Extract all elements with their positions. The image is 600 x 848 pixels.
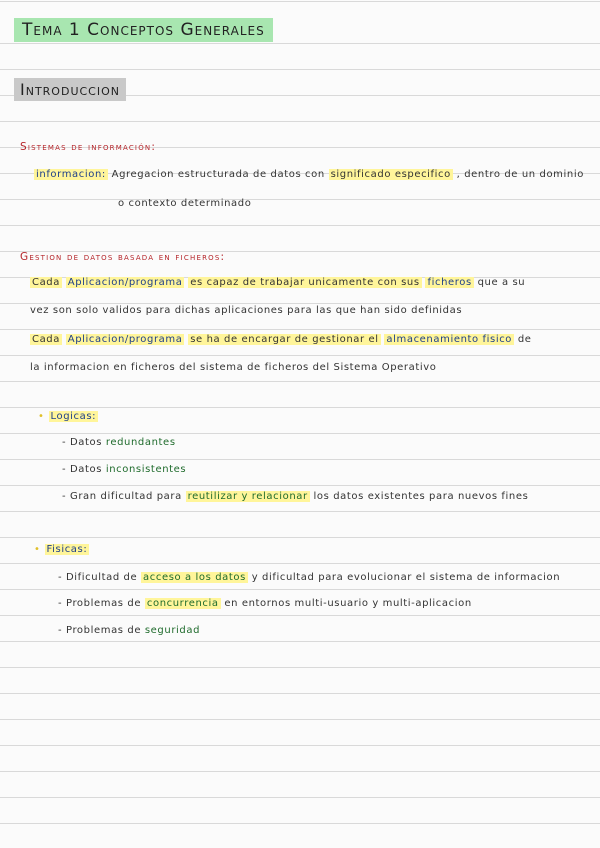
paragraph-line: [30, 334, 532, 345]
term-aplicacion: Aplicacion/programa: [67, 334, 183, 345]
list-item: [62, 491, 528, 502]
text-span: - Problemas de: [58, 625, 142, 636]
heading-sistemas-informacion: Sistemas de información:: [20, 141, 157, 153]
text-span: Cada: [32, 334, 60, 345]
text-span: de: [517, 334, 532, 345]
term-seguridad: seguridad: [144, 625, 201, 636]
text-span: los datos existentes para nuevos fines: [313, 491, 529, 502]
logicas-row: [38, 411, 98, 422]
term-redundantes: redundantes: [105, 437, 176, 448]
term-aplicacion: Aplicacion/programa: [67, 277, 183, 288]
section-title-introduccion: Introduccion: [14, 78, 126, 101]
text-span: en entornos multi-usuario y multi-aplicacion: [224, 598, 472, 609]
term-acceso: acceso a los datos: [143, 572, 246, 583]
page-title-row: [14, 20, 273, 40]
list-item: [58, 572, 560, 583]
text-span: - Datos: [62, 437, 103, 448]
text-span: - Gran dificultad para: [62, 491, 182, 502]
label-fisicas: Fisicas:: [46, 544, 88, 555]
page-title: Tema 1 Conceptos Generales: [14, 18, 273, 42]
paragraph-line: la informacion en ficheros del sistema de ficheros del Sistema Operativo: [30, 362, 437, 373]
def-part: , dentro de un dominio: [456, 169, 584, 180]
text-span: y dificultad para evolucionar el sistema de informacion: [251, 572, 561, 583]
fisicas-row: [34, 544, 89, 555]
paragraph-line: vez son solo validos para dichas aplicaciones para las que han sido definidas: [30, 305, 463, 316]
term-informacion: informacion:: [36, 169, 106, 180]
list-item: [58, 625, 200, 636]
text-span: es capaz de trabajar unicamente con sus: [190, 277, 420, 288]
paragraph-line: [30, 277, 525, 288]
informacion-definition-cont: o contexto determinado: [118, 198, 252, 209]
term-ficheros: ficheros: [427, 277, 472, 288]
def-part: con: [305, 169, 325, 180]
text-span: - Dificultad de: [58, 572, 138, 583]
term-inconsistentes: inconsistentes: [105, 464, 187, 475]
term-almacenamiento: almacenamiento fisico: [386, 334, 513, 345]
def-part: Agregacion estructurada de datos: [111, 169, 302, 180]
text-span: - Datos: [62, 464, 103, 475]
list-item: [62, 437, 176, 448]
bullet-icon: •: [34, 544, 41, 555]
term-reutilizar: reutilizar y relacionar: [187, 491, 308, 502]
text-span: Cada: [32, 277, 60, 288]
term-concurrencia: concurrencia: [146, 598, 219, 609]
bullet-icon: •: [38, 411, 45, 422]
informacion-definition: [34, 169, 584, 180]
text-span: que a su: [477, 277, 526, 288]
intro-row: [14, 80, 126, 99]
list-item: [62, 464, 186, 475]
heading-gestion-ficheros: Gestion de datos basada en ficheros:: [20, 251, 226, 263]
def-highlight: significado especifico: [330, 169, 451, 180]
label-logicas: Logicas:: [50, 411, 97, 422]
text-span: se ha de encargar de gestionar el: [190, 334, 379, 345]
text-span: - Problemas de: [58, 598, 142, 609]
list-item: [58, 598, 472, 609]
